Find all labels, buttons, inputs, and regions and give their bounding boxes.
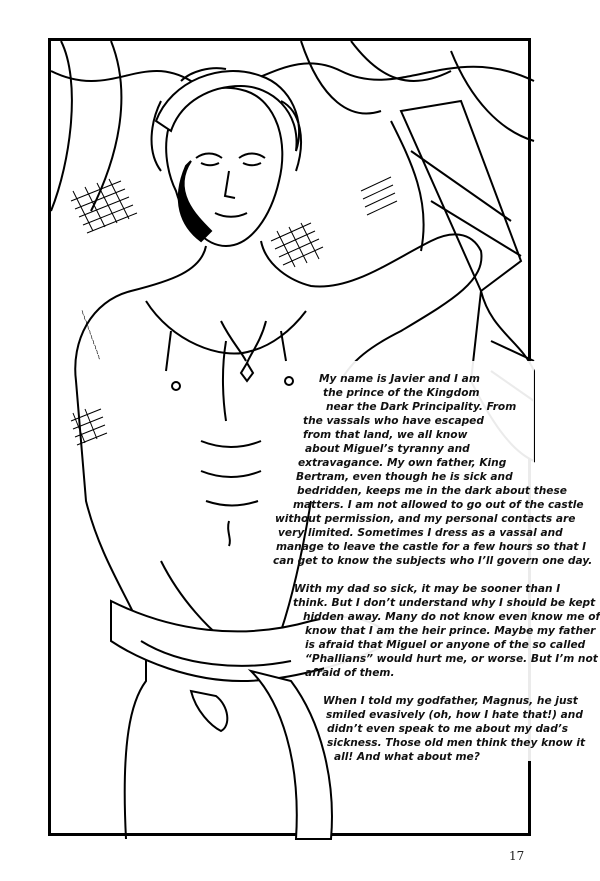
narration-line: extravagance. My own father, King: [298, 457, 507, 469]
narration-line: smiled evasively (oh, how I hate that!) and: [326, 709, 583, 721]
narration-line: With my dad so sick, it may be sooner than I: [294, 583, 561, 595]
narration-line: afraid of them.: [305, 667, 395, 679]
narration-line: the prince of the Kingdom: [323, 387, 480, 399]
narration-line: all! And what about me?: [334, 751, 480, 763]
narration-line: sickness. Those old men think they know it: [327, 737, 586, 749]
comic-panel: [48, 38, 600, 836]
narration-line: When I told my godfather, Magnus, he just: [323, 695, 578, 707]
narration-line: can get to know the subjects who I’ll govern one day.: [273, 555, 593, 567]
narration-text: [51, 41, 600, 839]
narration-line: know that I am the heir prince. Maybe my father: [305, 625, 596, 637]
narration-line: is afraid that Miguel or anyone of the so called: [305, 639, 586, 651]
artist-signature: ~~~~~~~~~~: [77, 308, 105, 362]
narration-line: didn’t even speak to me about my dad’s: [327, 723, 569, 735]
narration-line: bedridden, keeps me in the dark about these: [297, 485, 567, 497]
narration-line: hidden away. Many do not know even know me of: [303, 611, 600, 623]
narration-line: without permission, and my personal contacts are: [275, 513, 576, 525]
narration-line: the vassals who have escaped: [303, 415, 484, 427]
narration-line: think. But I don’t understand why I should be kept: [293, 597, 596, 609]
narration-line: “Phallians” would hurt me, or worse. But I’m not: [305, 653, 598, 665]
narration-line: about Miguel’s tyranny and: [305, 443, 470, 455]
narration-line: My name is Javier and I am: [319, 373, 480, 385]
narration-line: manage to leave the castle for a few hours so that I: [276, 541, 587, 553]
narration-line: matters. I am not allowed to go out of the castle: [293, 499, 584, 511]
narration-line: near the Dark Principality. From: [326, 401, 517, 413]
narration-line: Bertram, even though he is sick and: [296, 471, 513, 483]
narration-line: from that land, we all know: [303, 429, 468, 441]
narration-line: very limited. Sometimes I dress as a vassal and: [278, 527, 563, 539]
page-number: 17: [509, 849, 525, 863]
